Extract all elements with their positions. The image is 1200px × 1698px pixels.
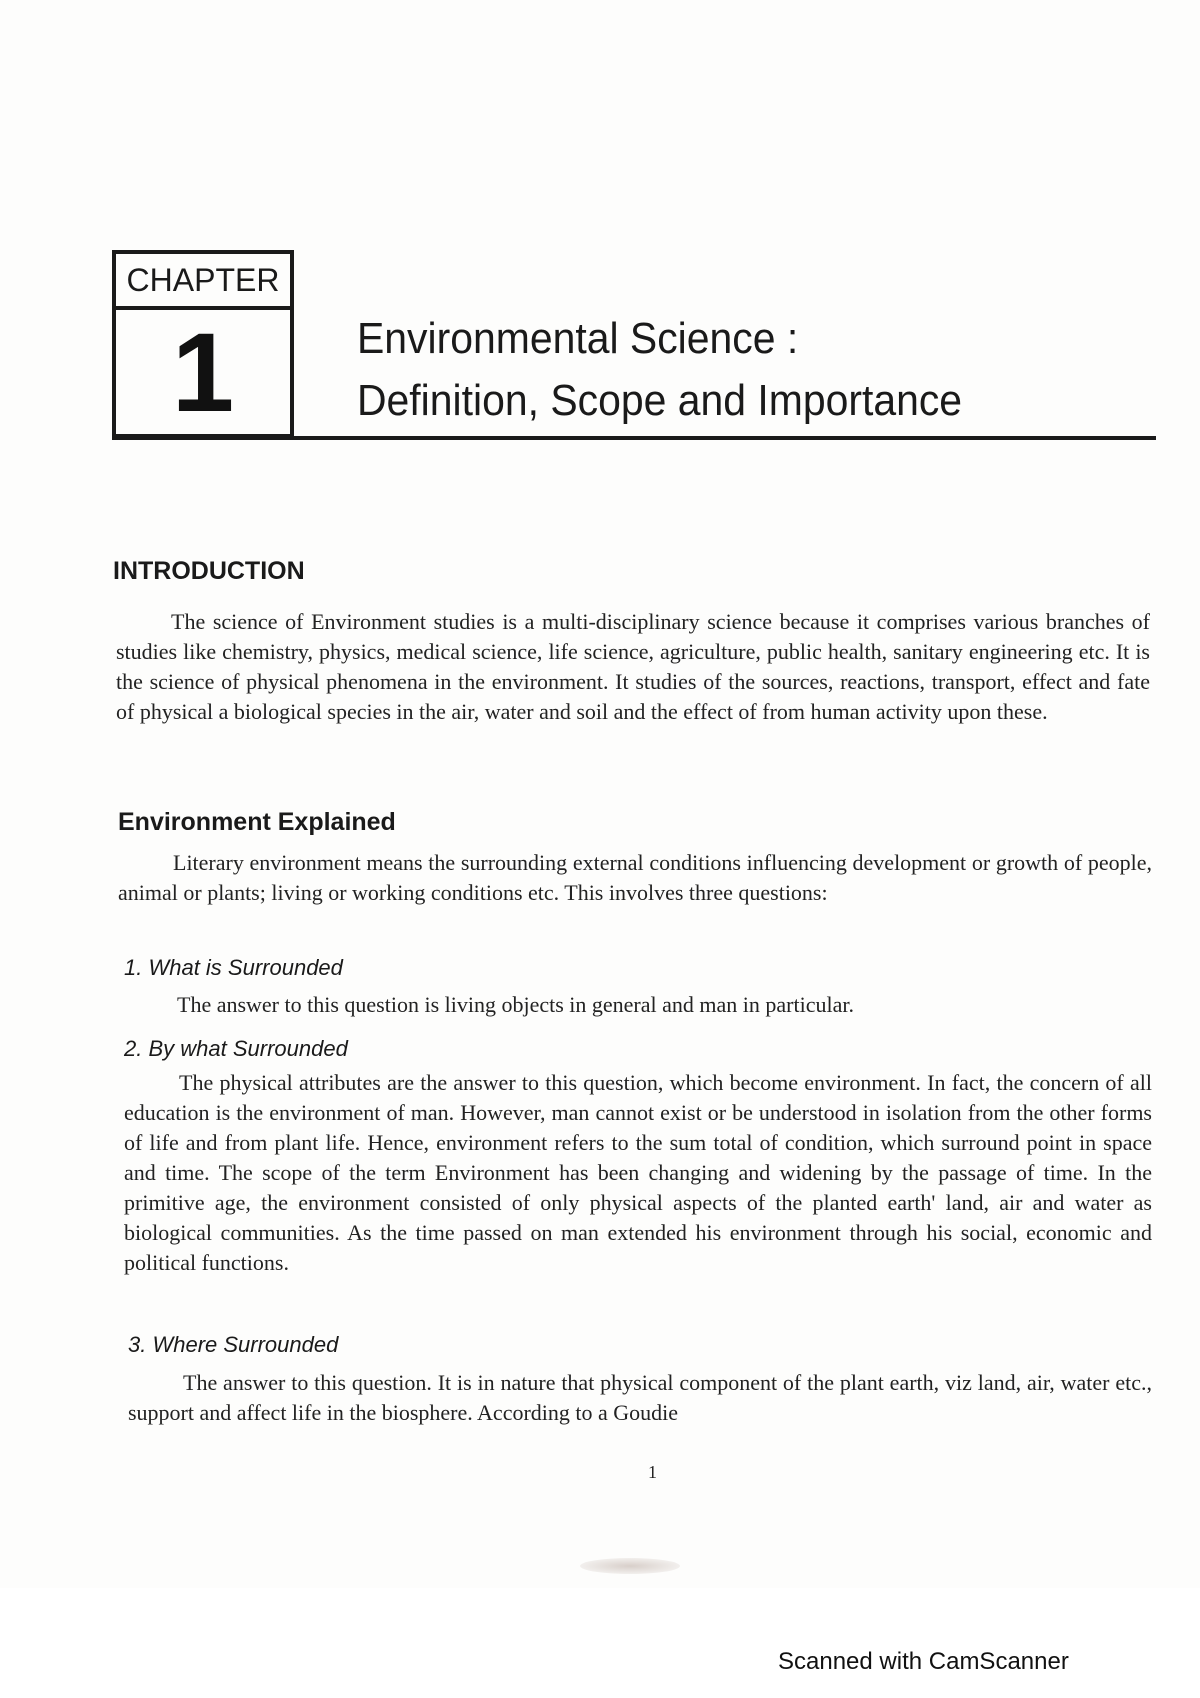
question-1-heading: 1. What is Surrounded [124,955,343,980]
chapter-title [357,308,1101,432]
environment-explained-heading: Environment Explained [118,808,396,836]
introduction-heading: INTRODUCTION [113,557,305,585]
environment-explained-paragraph: Literary environment means the surrounding external conditions influencing development or growth of people, animal or plants; living or working conditions etc. This involves three questions: [118,850,1152,905]
question-3-heading: 3. Where Surrounded [128,1332,339,1357]
introduction-paragraph: The science of Environment studies is a multi-disciplinary science because it comprises various branches of studies like chemistry, physics, medical science, life science, agriculture, public health, sanitary engineering etc. It is the science of physical phenomena in the environment. It studies of the sources, reactions, transport, effect and fate of physical a biological species in the air, water and soil and the effect of from human activity upon these. [116,609,1150,724]
question-3-paragraph: The answer to this question. It is in nature that physical component of the plant earth, viz land, air, water etc., support and affect life in the biosphere. According to a Goudie [128,1370,1152,1425]
question-1-paragraph: The answer to this question is living objects in general and man in particular. [177,992,854,1017]
question-2-heading: 2. By what Surrounded [124,1036,348,1061]
scanner-watermark: Scanned with CamScanner [778,1648,1069,1675]
page-number: 1 [648,1462,657,1482]
chapter-number: 1 [171,309,235,435]
chapter-box [112,250,294,438]
chapter-title-line-1: Environmental Science : [357,314,799,363]
chapter-label: CHAPTER [116,254,290,310]
scanner-footer [0,1588,1200,1698]
question-2-paragraph: The physical attributes are the answer to this question, which become environment. In fact, the concern of all education is the environment of man. However, man cannot exist or be understood in isolation from the other forms of life and from plant life. Hence, environment refers to the sum total of condition, which surround point in space and time. The scope of the term Environment has been changing and widening by the passage of time. In the primitive age, the environment consisted of only physical aspects of the planted earth' land, air and water as biological communities. As the time passed on man extended his environment through his social, economic and political functions. [124,1070,1152,1275]
title-underline-rule [112,436,1156,440]
chapter-title-line-2: Definition, Scope and Importance [357,376,963,425]
scan-smudge [580,1558,680,1574]
